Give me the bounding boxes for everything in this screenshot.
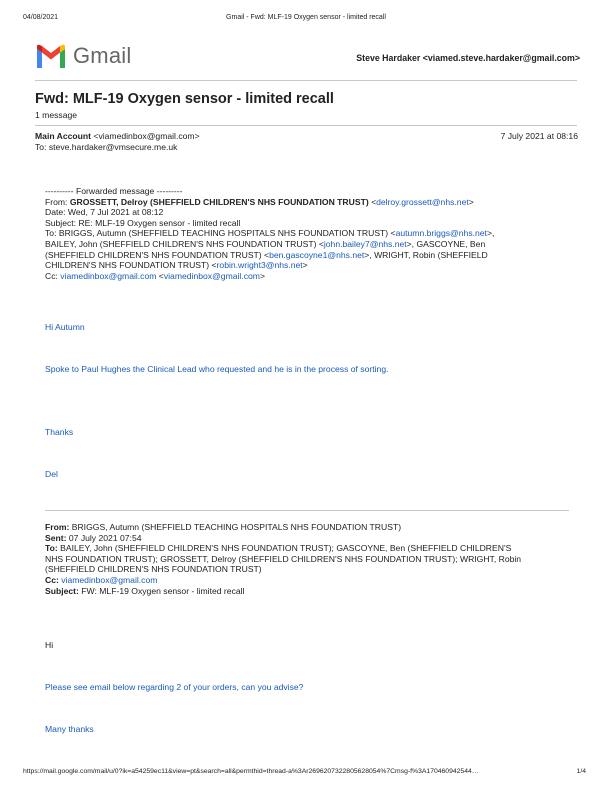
- quoted-subject: Subject: FW: MLF-19 Oxygen sensor - limited recall: [45, 585, 245, 596]
- forward-from: From: GROSSETT, Delroy (SHEFFIELD CHILDREN'S NHS FOUNDATION TRUST) <delroy.grossett@nhs.net>: [45, 196, 474, 207]
- body-greeting: Hi Autumn: [45, 322, 85, 332]
- quoted-divider: [45, 510, 569, 511]
- email-link[interactable]: viamedinbox@gmail.com: [163, 270, 260, 281]
- forward-to-line: To: BRIGGS, Autumn (SHEFFIELD TEACHING HOSPITALS NHS FOUNDATION TRUST) <autumn.briggs@nhs.net>,: [45, 228, 495, 239]
- forward-from-label: From:: [45, 196, 68, 207]
- quoted-header: [45, 522, 565, 596]
- forward-cc: Cc: viamedinbox@gmail.com <viamedinbox@gmail.com>: [45, 270, 265, 281]
- forward-subject: Subject: RE: MLF-19 Oxygen sensor - limited recall: [45, 217, 241, 228]
- body-signature: Del: [45, 469, 58, 479]
- sender-name: Main Account: [35, 131, 92, 141]
- email-link[interactable]: john.bailey7@nhs.net: [323, 238, 407, 249]
- forward-from-email-link[interactable]: delroy.grossett@nhs.net: [376, 196, 469, 207]
- gmail-logo[interactable]: [35, 43, 132, 70]
- gmail-wordmark: Gmail: [73, 43, 132, 68]
- email-link[interactable]: viamedinbox@gmail.com: [60, 270, 157, 281]
- email-link[interactable]: robin.wright3@nhs.net: [216, 260, 303, 271]
- message-date: 7 July 2021 at 08:16: [500, 131, 578, 141]
- divider: [35, 80, 577, 81]
- forward-to-line: CHILDREN'S NHS FOUNDATION TRUST) <robin.wright3@nhs.net>: [45, 260, 308, 271]
- quoted-paragraph: Please see email below regarding 2 of your orders, can you advise?: [45, 682, 304, 692]
- quoted-from: From: BRIGGS, Autumn (SHEFFIELD TEACHING HOSPITALS NHS FOUNDATION TRUST): [45, 522, 402, 532]
- account-user: Steve Hardaker <viamed.steve.hardaker@gmail.com>: [356, 53, 580, 63]
- email-link[interactable]: ben.gascoyne1@nhs.net: [269, 249, 365, 260]
- quoted-cc: Cc: viamedinbox@gmail.com: [45, 574, 158, 585]
- page-number: 1/4: [576, 768, 586, 775]
- quoted-closing: Many thanks: [45, 724, 94, 734]
- forward-date: Date: Wed, 7 Jul 2021 at 08:12: [45, 207, 164, 218]
- divider: [35, 125, 577, 126]
- email-link[interactable]: viamedinbox@gmail.com: [61, 574, 158, 585]
- body-paragraph: Spoke to Paul Hughes the Clinical Lead who requested and he is in the process of sorting.: [45, 364, 389, 374]
- message-to: To: steve.hardaker@vmsecure.me.uk: [35, 142, 178, 152]
- quoted-to-cont: NHS FOUNDATION TRUST); GROSSETT, Delroy (SHEFFIELD CHILDREN'S NHS FOUNDATION TRUST); WRIGHT, Robin: [45, 553, 522, 564]
- forward-from-name: GROSSETT, Delroy (SHEFFIELD CHILDREN'S NHS FOUNDATION TRUST): [69, 196, 369, 207]
- print-date: 04/08/2021: [23, 14, 59, 21]
- forward-to-line: (SHEFFIELD CHILDREN'S NHS FOUNDATION TRUST) <ben.gascoyne1@nhs.net>, WRIGHT, Robin (SHEFFIELD: [45, 249, 488, 260]
- quoted-greeting: Hi: [45, 640, 54, 650]
- body-thanks: Thanks: [45, 427, 74, 437]
- quoted-to-cont: (SHEFFIELD CHILDREN'S NHS FOUNDATION TRUST): [45, 564, 262, 575]
- gmail-envelope-icon: [35, 44, 67, 68]
- forwarded-header: [45, 186, 565, 281]
- forward-to-line: BAILEY, John (SHEFFIELD CHILDREN'S NHS FOUNDATION TRUST) <john.bailey7@nhs.net>, GASCOYNE, Ben: [45, 238, 486, 249]
- message-sender: [35, 131, 200, 142]
- print-url: https://mail.google.com/mail/u/0?ik=a54259ec11&view=pt&search=all&permthid=thread-a%3Ar2696207322805628054%7Cmsg-f%3A170460942544…: [23, 768, 479, 775]
- message-count: 1 message: [35, 110, 78, 120]
- email-link[interactable]: autumn.briggs@nhs.net: [395, 228, 487, 239]
- sender-email: <viamedinbox@gmail.com>: [93, 131, 200, 141]
- print-title: Gmail - Fwd: MLF-19 Oxygen sensor - limited recall: [226, 14, 386, 21]
- quoted-to: To: BAILEY, John (SHEFFIELD CHILDREN'S NHS FOUNDATION TRUST); GASCOYNE, Ben (SHEFFIELD CHILDREN'S: [45, 543, 512, 554]
- quoted-sent: Sent: 07 July 2021 07:54: [45, 532, 142, 543]
- thread-subject: Fwd: MLF-19 Oxygen sensor - limited recall: [35, 91, 334, 107]
- forward-marker: ---------- Forwarded message ---------: [45, 186, 183, 196]
